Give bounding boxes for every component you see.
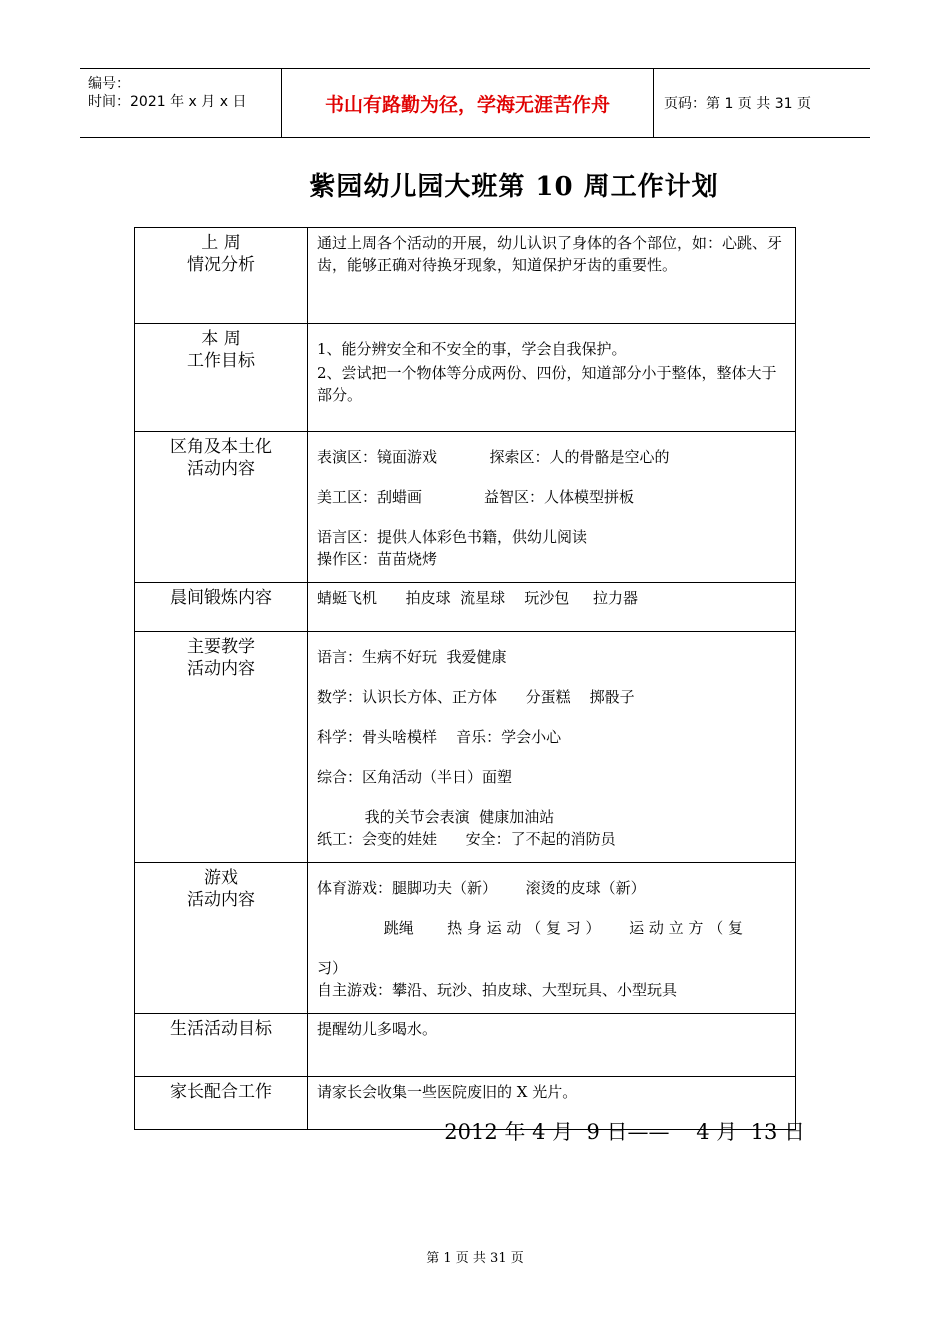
table-row	[135, 228, 796, 324]
teaching-line: 数学：认识长方体、正方体 分蛋糕 掷骰子	[317, 688, 635, 706]
page-footer: 第 1 页 共 31 页	[426, 1251, 524, 1266]
game-line: 跳绳 热 身 运 动 （ 复 习 ） 运 动 立 方 （ 复	[317, 919, 743, 937]
label-line: 主要教学	[187, 637, 255, 657]
weekly-plan-table	[134, 227, 796, 1130]
teaching-line: 科学：骨头啥模样 音乐：学会小心	[317, 728, 562, 746]
game-line: 自主游戏：攀沿、玩沙、拍皮球、大型玩具、小型玩具	[317, 981, 678, 999]
goal-line: 1、能分辨安全和不安全的事，学会自我保护。	[317, 340, 627, 358]
label-line: 游戏	[204, 868, 238, 888]
header-meta-cell	[80, 69, 282, 137]
row-label-teaching	[135, 632, 308, 863]
game-line: 体育游戏：腿脚功夫（新） 滚烫的皮球（新）	[317, 879, 646, 897]
table-row	[135, 432, 796, 583]
page-title	[0, 166, 950, 203]
label-line: 本 周	[201, 329, 241, 349]
corner-line: 美工区：刮蜡画 益智区：人体模型拼板	[317, 488, 634, 506]
row-content-morning	[308, 583, 796, 632]
label-line: 情况分析	[187, 255, 255, 275]
table-row	[135, 1014, 796, 1077]
row-label-morning: 晨间锻炼内容	[135, 583, 308, 632]
header-motto: 书山有路勤为径，学海无涯苦作舟	[282, 69, 654, 137]
time-label: 时间：2021 年 x 月 x 日	[88, 94, 247, 110]
header-page-label: 页码：第 1 页 共 31 页	[664, 96, 811, 112]
row-label-life: 生活活动目标	[135, 1014, 308, 1077]
label-line: 活动内容	[187, 659, 255, 679]
teaching-line: 我的关节会表演 健康加油站	[317, 808, 555, 826]
label-line: 活动内容	[187, 459, 255, 479]
table-row	[135, 863, 796, 1014]
label-line: 活动内容	[187, 890, 255, 910]
row-content-last-week: 通过上周各个活动的开展，幼儿认识了身体的各个部位，如：心跳、牙齿，能够正确对待换牙现象，知道保护牙齿的重要性。	[308, 228, 796, 324]
row-content-this-week	[308, 324, 796, 432]
row-label-this-week	[135, 324, 308, 432]
teaching-line: 语言：生病不好玩 我爱健康	[317, 648, 507, 666]
corner-line: 语言区：提供人体彩色书籍，供幼儿阅读	[317, 528, 588, 546]
goal-line: 2、尝试把一个物体等分成两份、四份，知道部分小于整体，整体大于部分。	[317, 364, 777, 404]
table-row	[135, 583, 796, 632]
row-content-life: 提醒幼儿多喝水。	[308, 1014, 796, 1077]
teaching-line: 综合：区角活动（半日）面塑	[317, 768, 513, 786]
row-content-games	[308, 863, 796, 1014]
row-content-teaching	[308, 632, 796, 863]
label-line: 区角及本土化	[170, 437, 272, 457]
corner-line: 操作区：苗苗烧烤	[317, 550, 438, 568]
table-row	[135, 324, 796, 432]
row-label-games	[135, 863, 308, 1014]
teaching-line: 纸工：会变的娃娃 安全：了不起的消防员	[317, 830, 616, 848]
label-line: 工作目标	[187, 351, 255, 371]
row-label-corners	[135, 432, 308, 583]
table-row	[135, 632, 796, 863]
row-content-parents: 请家长会收集一些医院废旧的 X 光片。	[308, 1077, 796, 1130]
corner-line: 表演区：镜面游戏 探索区：人的骨骼是空心的	[317, 448, 670, 466]
page-title-text: 紫园幼儿园大班第 10 周工作计划	[309, 172, 719, 202]
game-line: 习）	[317, 959, 348, 977]
morning-line: 蜻蜓飞机 拍皮球 流星球 玩沙包 拉力器	[317, 589, 639, 607]
document-header	[80, 68, 870, 138]
label-line: 上 周	[201, 233, 241, 253]
number-label: 编号：	[88, 76, 130, 92]
date-range: 2012 年 4 月 9 日—— 4 月 13 日	[444, 1120, 805, 1144]
row-label-parents: 家长配合工作	[135, 1077, 308, 1130]
row-content-corners	[308, 432, 796, 583]
row-label-last-week	[135, 228, 308, 324]
